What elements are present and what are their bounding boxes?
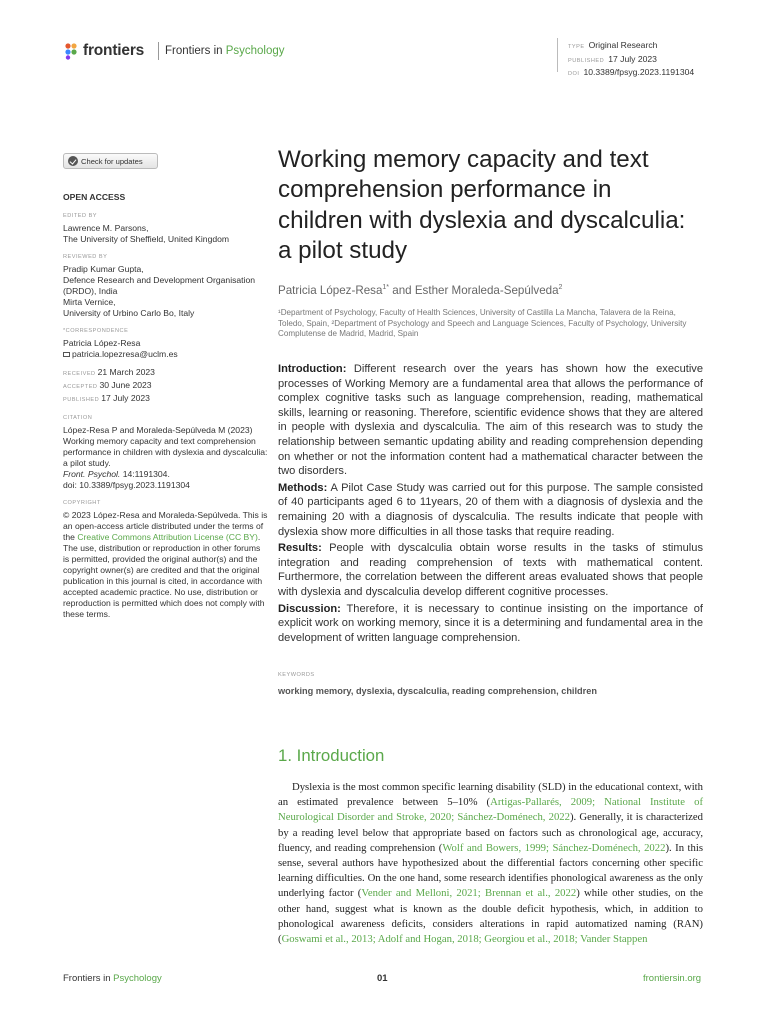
copyright-text-part: © 2023 López-Resa and Moraleda-Sepúlveda. This is an open-access article distributed under the terms of the	[63, 510, 268, 542]
citation-label: CITATION	[63, 415, 93, 421]
received-value: 21 March 2023	[97, 367, 155, 377]
body-text: ). In this sense, several authors have hypothesized about the differential factors concerning other specific learning difficulties. On the one hand, some research identifies phonological awareness as the only underlying factor (	[278, 841, 703, 900]
published-value: 17 July 2023	[608, 53, 657, 64]
abstract-methods	[278, 481, 703, 539]
author-affiliation-sup: 2	[558, 284, 563, 292]
reviewer-affiliation: University of Urbino Carlo Bo, Italy	[63, 308, 195, 318]
footer-site-link[interactable]: frontiersin.org	[643, 973, 702, 984]
email-icon	[63, 352, 70, 357]
abstract-heading: Results:	[278, 542, 322, 555]
abstract-text: Different research over the years has shown how the executive processes of Working Memory are a fundamental area that allows the performance of complex cognitive tasks such as language comprehension, reading, mathematical skills, learning or reasoning. Therefore, scientific evidence shows that they are altered in people with dyslexia and dyscalculia. The aim of this research was to study the relationship between semantic updating ability and reading comprehension depending on whether or not the information content had a mathematical character between the two disorders.	[278, 363, 703, 478]
footer-journal-prefix: Frontiers in	[63, 973, 114, 984]
citation-text: López-Resa P and Moraleda-Sepúlveda M (2023) Working memory capacity and text comprehension performance in children with dyslexia and dyscalculia: a pilot study.	[63, 425, 268, 468]
frontiers-logo-icon	[63, 42, 79, 60]
abstract-heading: Introduction:	[278, 363, 347, 375]
header-divider	[158, 42, 159, 60]
reviewed-by-block	[63, 252, 268, 319]
correspondence-name: Patricia López-Resa	[63, 338, 141, 348]
article-title: Working memory capacity and text comprehension performance in children with dyslexia and dyscalculia: a pilot study	[278, 146, 686, 265]
copyright-text	[63, 510, 268, 620]
abstract-introduction	[278, 362, 703, 479]
body-text: ) while other studies, on the other hand, suggest what is known as the double deficit hypothesis, which, in addition to phonological awareness deficits, considers alterations in rapid automatized naming (RAN) (	[278, 887, 703, 946]
published-value: 17 July 2023	[101, 393, 150, 403]
published-label: PUBLISHED	[63, 397, 100, 403]
abstract-results	[278, 541, 703, 599]
edited-by-block	[63, 211, 268, 245]
edited-by-label: EDITED BY	[63, 213, 98, 219]
keywords-label: KEYWORDS	[278, 672, 315, 678]
abstract-discussion	[278, 602, 703, 646]
reference-link[interactable]: Vender and Melloni, 2021; Brennan et al., 2022	[361, 887, 577, 900]
journal-title[interactable]	[165, 45, 285, 57]
author-affiliation-sup: 1*	[382, 284, 390, 292]
reviewer-name: Pradip Kumar Gupta,	[63, 264, 144, 274]
copyright-block	[63, 498, 268, 620]
author-name[interactable]: and Esther Moraleda-Sepúlveda	[389, 284, 559, 297]
keywords: working memory, dyslexia, dyscalculia, reading comprehension, children	[278, 686, 597, 696]
received-label: RECEIVED	[63, 371, 96, 377]
dates-block	[63, 367, 268, 406]
copyright-text-part: . The use, distribution or reproduction in other forums is permitted, provided the original author(s) and the copyright owner(s) are credited and that the original publication in this journal is cited, in accordance with accepted academic practice. No use, distribution or reproduction is permitted which does not comply with these terms.	[63, 532, 265, 619]
correspondence-email[interactable]: patricia.lopezresa@uclm.es	[72, 349, 178, 359]
citation-block	[63, 413, 268, 491]
citation-volume: 14:1191304.	[120, 469, 170, 479]
reviewer-affiliation: Defence Research and Development Organisation (DRDO), India	[63, 275, 256, 296]
editor-affiliation: The University of Sheffield, United Kingdom	[63, 234, 230, 244]
abstract-text: A Pilot Case Study was carried out for this purpose. The sample consisted of 40 participants aged 6 to 11years, 20 of them with a diagnosis of dyslexia and the remaining 20 with a diagnosis of dyscalculia. The results indicate that people with dyslexia show more difficulties in all those tasks that require reading.	[278, 481, 703, 538]
journal-prefix: Frontiers in	[165, 45, 226, 57]
published-label: PUBLISHED	[568, 57, 605, 64]
abstract	[278, 362, 703, 647]
copyright-label: COPYRIGHT	[63, 500, 101, 506]
correspondence-label: *CORRESPONDENCE	[63, 328, 129, 334]
body-text: ). Generally, it is characterized by a reading level below that appropriate based on factors such as chronological age, accuracy, fluency, and reading comprehension (	[278, 811, 703, 854]
body-paragraph	[278, 780, 703, 947]
license-link[interactable]: Creative Commons Attribution License (CC BY)	[77, 532, 258, 542]
reviewed-by-label: REVIEWED BY	[63, 254, 108, 260]
brand-name: frontiers	[83, 42, 145, 59]
abstract-text: Therefore, it is necessary to continue insisting on the importance of explicit work on working memory, since it is a determining and fundamental area in the development of written language comprehension.	[278, 602, 703, 644]
accepted-value: 30 June 2023	[99, 380, 152, 390]
affiliations: ¹Department of Psychology, Faculty of Health Sciences, University of Castilla La Mancha, Talavera de la Reina, Toledo, Spain, ²Department of Psychology and Speech and Language Sciences, Faculty of Psychology, University Complutense de Madrid, Madrid, Spain	[278, 308, 687, 339]
footer-journal-name: Psychology	[113, 973, 162, 984]
footer-journal[interactable]	[63, 973, 162, 984]
frontiers-logo[interactable]	[63, 42, 144, 60]
section-heading: 1. Introduction	[278, 746, 385, 765]
abstract-text: People with dyscalculia obtain worse results in the tasks of stimulus integration and reading comprehension of texts with mathematical content. Furthermore, the correlation between the different areas evaluated shows that people with dyslexia and dyscalculia develop different cognitive processes.	[278, 542, 703, 598]
open-access-label: OPEN ACCESS	[63, 192, 126, 202]
reference-link[interactable]: Wolf and Bowers, 1999; Sánchez-Doménech, 2022	[442, 841, 666, 854]
doi-label: DOI	[568, 71, 580, 77]
correspondence-email-row[interactable]	[63, 349, 268, 360]
article-info-sidebar	[63, 192, 268, 627]
reference-link[interactable]: Artigas-Pallarés, 2009; National Institute of Neurological Disorder and Stroke, 2020; Sánchez-Doménech, 2022	[278, 796, 704, 824]
citation-journal: Front. Psychol.	[63, 469, 121, 479]
abstract-heading: Discussion:	[278, 602, 341, 615]
type-value: Original Research	[588, 40, 658, 50]
doi-value[interactable]: 10.3389/fpsyg.2023.1191304	[583, 67, 695, 77]
check-for-updates-label: Check for updates	[81, 156, 143, 166]
reviewer-name: Mirta Vernice,	[63, 297, 116, 307]
reference-link[interactable]: Goswami et al., 2013; Adolf and Hogan, 2018; Georgiou et al., 2018; Vander Stappen	[281, 933, 648, 946]
author-list	[278, 284, 562, 297]
citation-source	[63, 469, 268, 480]
type-label: TYPE	[568, 44, 585, 50]
page-number: 01	[377, 973, 388, 984]
meta-divider	[557, 38, 558, 72]
check-icon	[68, 156, 78, 166]
correspondence-block	[63, 326, 268, 360]
editor-name: Lawrence M. Parsons,	[63, 223, 149, 233]
abstract-heading: Methods:	[278, 481, 328, 494]
citation-doi[interactable]: doi: 10.3389/fpsyg.2023.1191304	[63, 480, 190, 490]
body-text: Dyslexia is the most common specific learning disability (SLD) in the educational context, with an estimated prevalence between 5–10% (	[278, 781, 703, 809]
author-name[interactable]: Patricia López-Resa	[278, 284, 383, 297]
check-for-updates-button[interactable]	[63, 153, 158, 169]
journal-name: Psychology	[225, 45, 285, 57]
accepted-label: ACCEPTED	[63, 384, 98, 390]
article-meta	[568, 40, 694, 81]
